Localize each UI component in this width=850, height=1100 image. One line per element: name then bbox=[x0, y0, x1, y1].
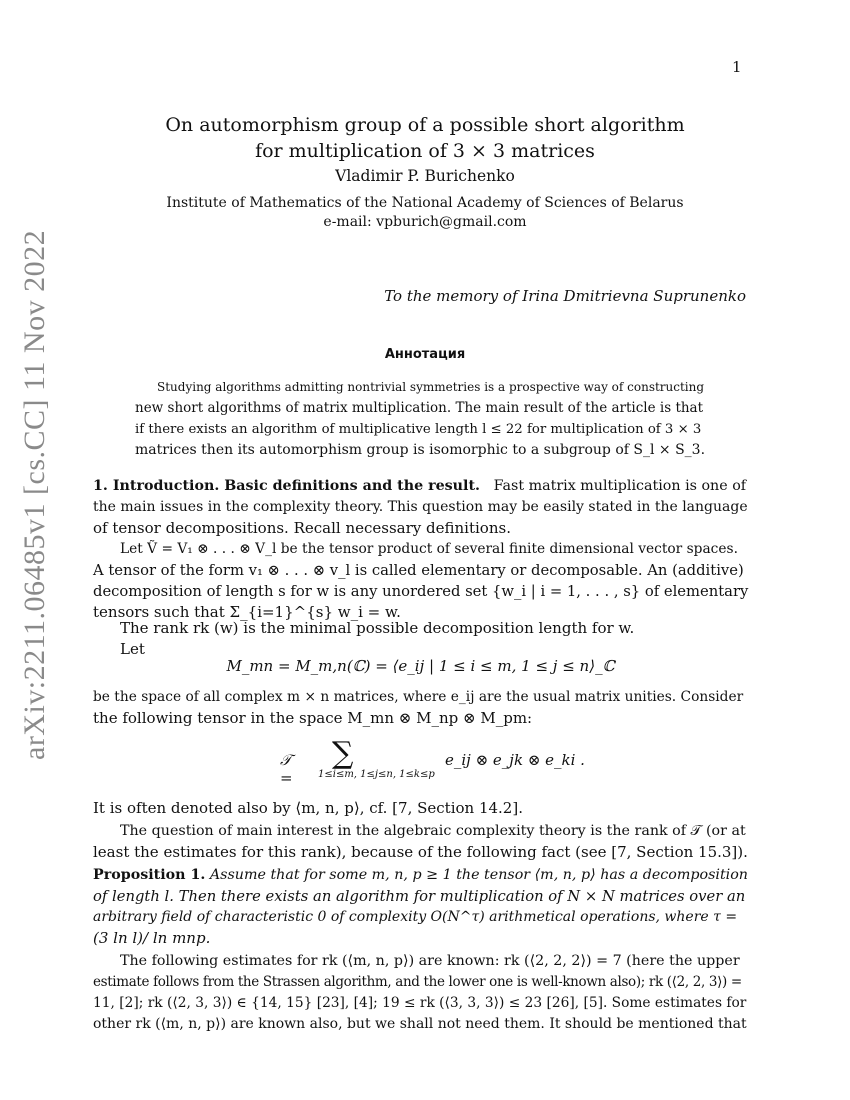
text-line: (3 ln l)/ ln mnp. bbox=[93, 929, 211, 947]
sum-symbol: ∑ bbox=[332, 736, 354, 771]
proposition-label: Proposition 1. bbox=[93, 867, 206, 883]
intro-paragraph-3 bbox=[93, 618, 748, 660]
paper-title bbox=[0, 112, 850, 164]
text-line: the following tensor in the space M_mn ⊗ M_np ⊗ M_pm: bbox=[93, 709, 533, 727]
text-line: arbitrary field of characteristic 0 of complexity O(N^τ) arithmetical operations, where τ = bbox=[93, 909, 738, 925]
text-line: of length l. Then there exists an algorithm for multiplication of N × N matrices over an bbox=[93, 888, 746, 905]
intro-paragraph-5 bbox=[93, 798, 748, 819]
title-line-1: On automorphism group of a possible short algorithm bbox=[165, 114, 685, 136]
abstract-line: new short algorithms of matrix multiplication. The main result of the article is that bbox=[135, 400, 704, 416]
text-line: of tensor decompositions. Recall necessary definitions. bbox=[93, 519, 511, 537]
email: e-mail: vpburich@gmail.com bbox=[323, 214, 527, 230]
abstract bbox=[135, 377, 710, 461]
abstract-line: matrices then its automorphism group is isomorphic to a subgroup of S_l × S_3. bbox=[135, 442, 706, 458]
institute: Institute of Mathematics of the National Academy of Sciences of Belarus bbox=[166, 195, 684, 211]
text-line: other rk (⟨m, n, p⟩) are known also, but we shall not need them. It should be mentioned that bbox=[93, 1016, 747, 1032]
text-line: It is often denoted also by ⟨m, n, p⟩, cf. [7, Section 14.2]. bbox=[93, 799, 523, 817]
abstract-line: Studying algorithms admitting nontrivial symmetries is a prospective way of constructing bbox=[157, 380, 705, 394]
text-line: The question of main interest in the algebraic complexity theory is the rank of 𝒯 (or at bbox=[120, 823, 746, 839]
intro-paragraph-7 bbox=[93, 951, 748, 1035]
text-line: estimate follows from the Strassen algorithm, and the lower one is well-known also); rk (⟨2, 2, 3⟩) = bbox=[93, 974, 742, 990]
author: Vladimir P. Burichenko bbox=[335, 167, 515, 185]
equation-rhs: e_ij ⊗ e_jk ⊗ e_ki . bbox=[445, 751, 585, 769]
page-number: 1 bbox=[732, 58, 742, 76]
text-line: Let Ṽ = V₁ ⊗ . . . ⊗ V_l be the tensor product of several finite dimensional vector spaces. bbox=[120, 541, 738, 557]
intro-paragraph-4 bbox=[93, 687, 748, 729]
abstract-line: if there exists an algorithm of multiplicative length l ≤ 22 for multiplication of 3 × 3 bbox=[135, 422, 702, 437]
text-line: The following estimates for rk (⟨m, n, p⟩) are known: rk (⟨2, 2, 2⟩) = 7 (here the upper bbox=[120, 953, 740, 969]
section-heading: 1. Introduction. Basic definitions and the result. bbox=[93, 478, 481, 494]
text-line: Assume that for some m, n, p ≥ 1 the tensor ⟨m, n, p⟩ has a decomposition bbox=[209, 867, 748, 883]
text-line: least the estimates for this rank), because of the following fact (see [7, Section 15.3]). bbox=[93, 843, 748, 861]
equation-matrix-space: M_mn = M_m,n(ℂ) = ⟨e_ij | 1 ≤ i ≤ m, 1 ≤ j ≤ n⟩_ℂ bbox=[226, 657, 615, 675]
text-line: Let bbox=[120, 640, 145, 658]
text-line: the main issues in the complexity theory. This question may be easily stated in the language bbox=[93, 499, 748, 515]
equation-lhs: 𝒯 = bbox=[280, 751, 293, 787]
text-line: be the space of all complex m × n matrices, where e_ij are the usual matrix unities. Consider bbox=[93, 689, 744, 705]
text-line: The rank rk (w) is the minimal possible decomposition length for w. bbox=[120, 619, 635, 637]
affiliation bbox=[0, 194, 850, 232]
abstract-heading: Аннотация bbox=[384, 347, 466, 362]
proposition-1 bbox=[93, 865, 748, 949]
text-line: decomposition of length s for w is any unordered set {w_i | i = 1, . . . , s} of elementary bbox=[93, 583, 749, 600]
text-line: A tensor of the form v₁ ⊗ . . . ⊗ v_l is called elementary or decomposable. An (additive) bbox=[93, 562, 744, 579]
text-line: Fast matrix multiplication is one of bbox=[493, 478, 747, 494]
sum-subscript: 1≤i≤m, 1≤j≤n, 1≤k≤p bbox=[318, 769, 435, 780]
dedication: To the memory of Irina Dmitrievna Suprunenko bbox=[384, 287, 746, 305]
intro-paragraph-2 bbox=[93, 539, 748, 623]
text-line: tensors such that Σ_{i=1}^{s} w_i = w. bbox=[93, 603, 401, 621]
intro-paragraph-6 bbox=[93, 821, 748, 863]
text-line: 11, [2]; rk (⟨2, 3, 3⟩) ∈ {14, 15} [23], [4]; 19 ≤ rk (⟨3, 3, 3⟩) ≤ 23 [26], [5]. Some estimates for bbox=[93, 995, 747, 1011]
intro-paragraph-1 bbox=[93, 476, 748, 539]
arxiv-identifier: arXiv:2211.06485v1 [cs.CC] 11 Nov 2022 bbox=[18, 229, 51, 760]
title-line-2: for multiplication of 3 × 3 matrices bbox=[255, 140, 595, 162]
